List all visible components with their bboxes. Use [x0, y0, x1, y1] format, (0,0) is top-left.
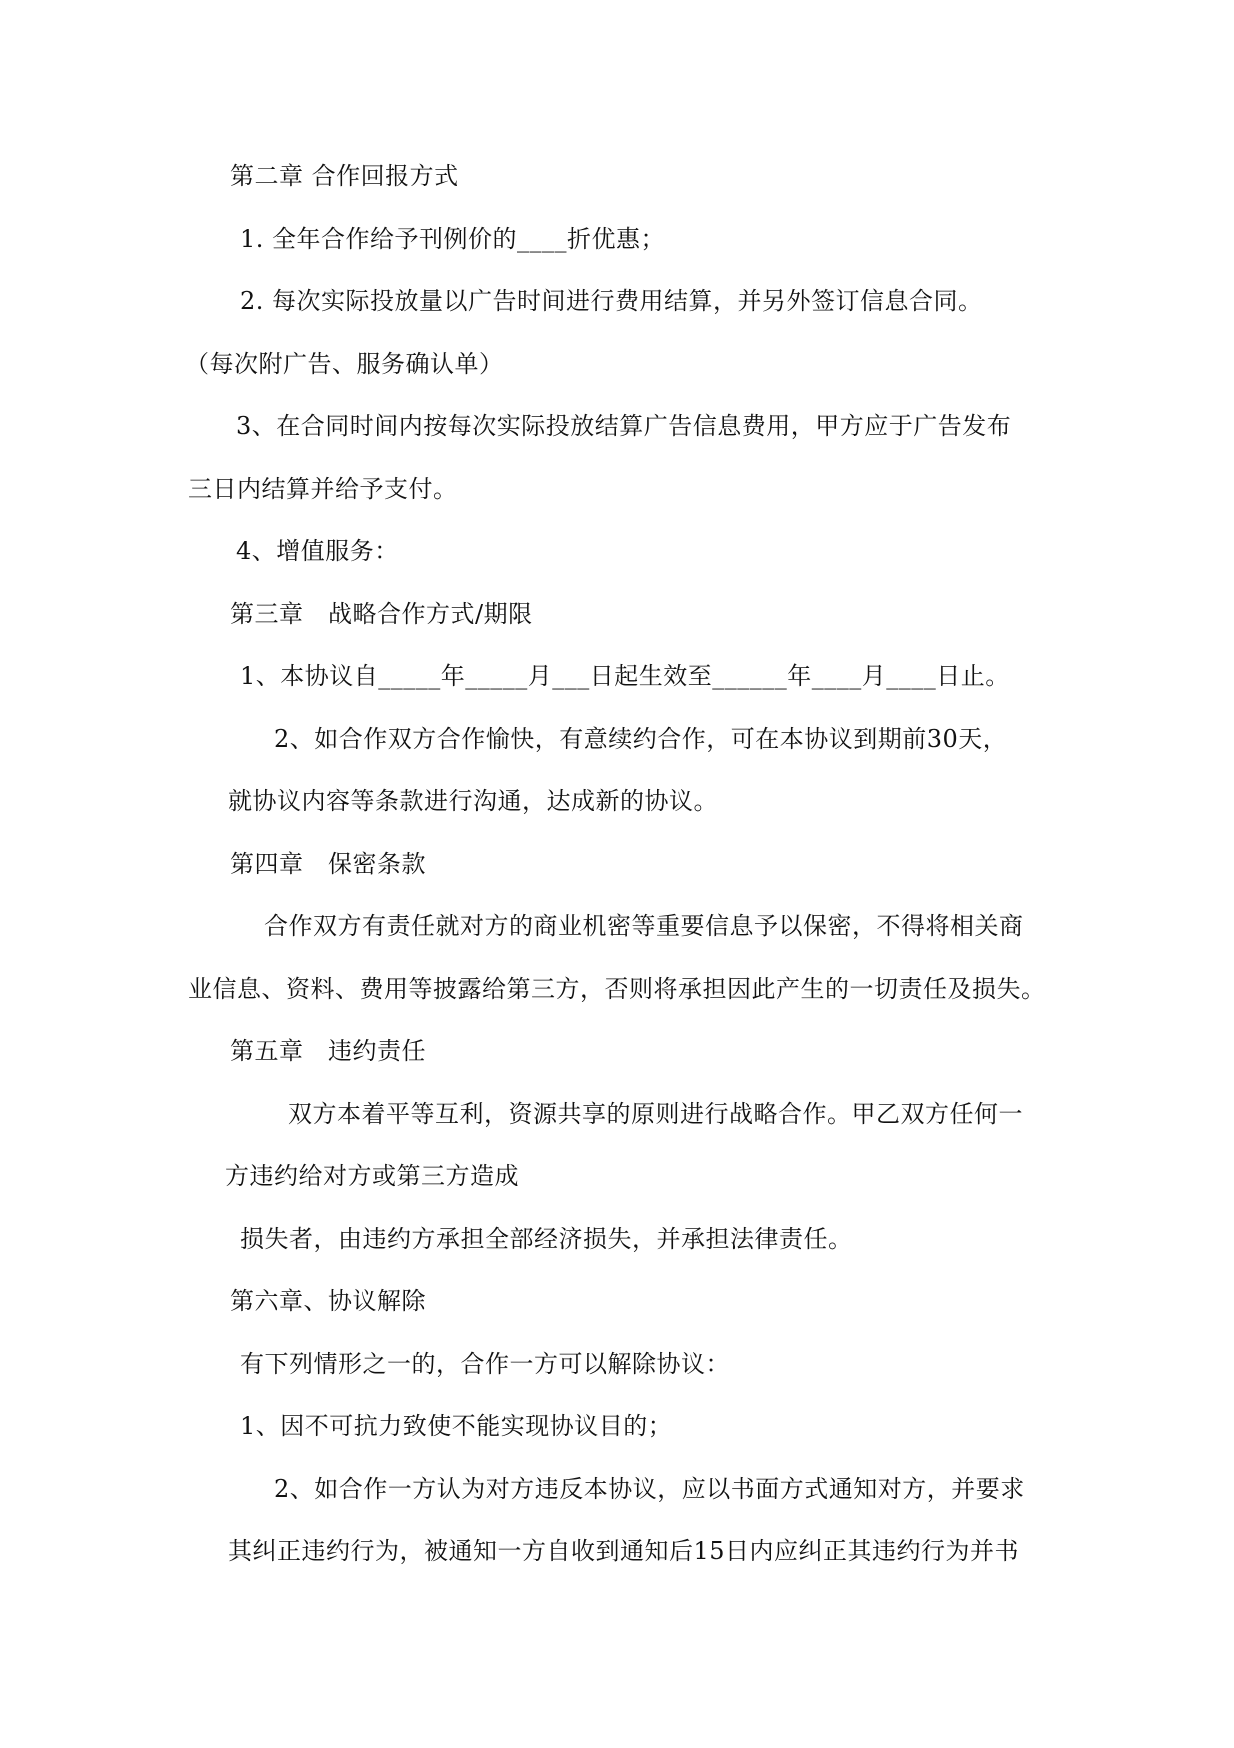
- chapter-2-heading: 第二章 合作回报方式: [230, 162, 459, 190]
- clause-3-2: 2、如合作双方合作愉快，有意续约合作，可在本协议到期前30天，: [274, 725, 1008, 753]
- chapter-5-paragraph: 双方本着平等互利，资源共享的原则进行战略合作。甲乙双方任何一: [288, 1100, 1023, 1128]
- chapter-4-paragraph: 合作双方有责任就对方的商业机密等重要信息予以保密，不得将相关商: [264, 912, 1024, 940]
- clause-6-1: 1、因不可抗力致使不能实现协议目的；: [240, 1412, 673, 1440]
- chapter-6-intro: 有下列情形之一的，合作一方可以解除协议：: [240, 1350, 730, 1378]
- chapter-6-heading: 第六章、协议解除: [230, 1287, 426, 1315]
- chapter-4-paragraph-continued: 业信息、资料、费用等披露给第三方，否则将承担因此产生的一切责任及损失。: [188, 975, 1046, 1003]
- clause-2-3: 3、在合同时间内按每次实际投放结算广告信息费用，甲方应于广告发布: [236, 412, 1012, 440]
- chapter-5-paragraph-end: 损失者，由违约方承担全部经济损失，并承担法律责任。: [240, 1225, 853, 1253]
- chapter-3-heading: 第三章 战略合作方式/期限: [230, 600, 533, 628]
- clause-2-2: 2. 每次实际投放量以广告时间进行费用结算，并另外签订信息合同。: [240, 287, 983, 315]
- chapter-5-heading: 第五章 违约责任: [230, 1037, 426, 1065]
- clause-2-1: 1. 全年合作给予刊例价的____折优惠；: [240, 225, 666, 253]
- clause-6-2: 2、如合作一方认为对方违反本协议，应以书面方式通知对方，并要求: [274, 1475, 1025, 1503]
- clause-6-2-continued: 其纠正违约行为，被通知一方自收到通知后15日内应纠正其违约行为并书: [228, 1537, 1020, 1565]
- chapter-5-paragraph-continued: 方违约给对方或第三方造成: [225, 1162, 519, 1190]
- chapter-4-heading: 第四章 保密条款: [230, 850, 426, 878]
- clause-3-1: 1、本协议自_____年_____月___日起生效至______年____月____日止。: [240, 662, 1010, 690]
- clause-2-4: 4、增值服务：: [236, 537, 399, 565]
- clause-2-3-continued: 三日内结算并给予支付。: [188, 475, 458, 503]
- clause-3-2-continued: 就协议内容等条款进行沟通，达成新的协议。: [228, 787, 718, 815]
- clause-2-2-note: （每次附广告、服务确认单）: [185, 350, 504, 378]
